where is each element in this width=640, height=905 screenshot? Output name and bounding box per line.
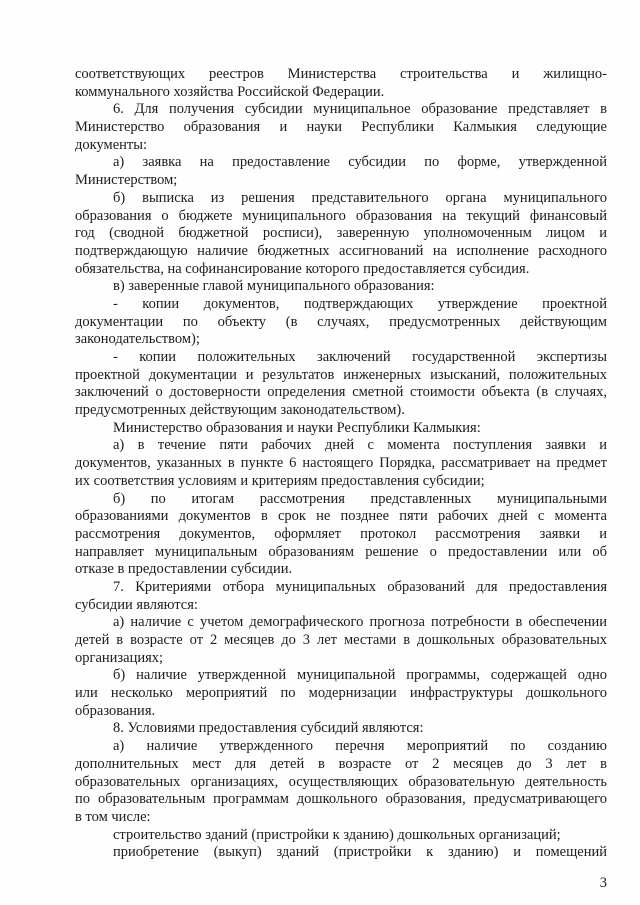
text-line: заключений о достоверности определения сметной стоимости объекта (в случаях, [75, 384, 607, 401]
text-line: образовательных организациях, осуществляющих образовательную деятельность [75, 773, 607, 790]
text-line: б) наличие утвержденной муниципальной программы, содержащей одно [113, 667, 607, 684]
clause-8-item-a [75, 738, 607, 826]
text-line: детей в возрасте от 2 месяцев до 3 лет местами в дошкольных образовательных [75, 632, 607, 648]
text-line: а) в течение пяти рабочих дней с момента поступления заявки и [113, 437, 607, 454]
text-line: б) по итогам рассмотрения представленных муниципальными [113, 490, 607, 507]
text-line: по образовательным программам дошкольного образования, предусматривающего [75, 791, 607, 808]
clause-8-item-a-sub-2 [75, 844, 607, 862]
document-body [75, 66, 607, 862]
text-line: документации по объекту (в случаях, предусмотренных действующим [75, 313, 607, 330]
text-line: а) заявка на предоставление субсидии по форме, утвержденной [113, 154, 607, 171]
text-line: образования. [75, 702, 156, 719]
text-line: коммунального хозяйства Российской Федерации. [75, 83, 385, 100]
text-line: в том числе: [75, 808, 151, 825]
text-line: образования о бюджете муниципального образования на текущий финансовый [75, 207, 607, 224]
clause-7-item-b [75, 667, 607, 720]
text-line: субсидии являются: [75, 596, 198, 613]
text-line: строительство зданий (пристройки к зданию) дошкольных организаций; [113, 826, 561, 843]
text-line: дополнительных мест для детей в возрасте от 2 месяцев до 3 лет в [75, 755, 607, 772]
text-line: предусмотренных действующим законодательством). [75, 402, 405, 419]
text-line: 8. Условиями предоставления субсидий являются: [113, 720, 424, 737]
text-line: в) заверенные главой муниципального образования: [113, 278, 435, 295]
clause-6 [75, 101, 607, 154]
text-line: а) наличие с учетом демографического прогноза потребности в обеспечении [113, 614, 607, 631]
text-line: - копии документов, подтверждающих утверждение проектной [113, 295, 607, 312]
clause-7-item-a [75, 614, 607, 667]
clause-6-item-v-dash-1 [75, 296, 607, 349]
text-line: документы: [75, 136, 148, 153]
text-line: отказе в предоставлении субсидии. [75, 561, 293, 578]
ministry-actions [75, 420, 607, 438]
text-line: год (сводной бюджетной росписи), заверенную уполномоченным лицом и [75, 225, 607, 242]
ministry-action-a [75, 437, 607, 490]
text-line: Министерством; [75, 172, 178, 189]
ministry-action-b [75, 491, 607, 579]
text-line: их соответствия условиям и критериям предоставления субсидии; [75, 472, 485, 489]
text-line: приобретение (выкуп) зданий (пристройки к зданию) и помещений [113, 844, 607, 861]
clause-8 [75, 720, 607, 738]
text-line: рассмотрения документов, оформляет протокол рассмотрения заявки и [75, 525, 607, 542]
clause-6-item-v [75, 278, 607, 296]
page-number: 3 [599, 875, 607, 891]
clause-8-item-a-sub-1 [75, 827, 607, 845]
text-line: подтверждающую наличие бюджетных ассигнований на исполнение расходного [75, 242, 607, 259]
text-line: соответствующих реестров Министерства строительства и жилищно- [75, 66, 607, 82]
text-line: - копии положительных заключений государственной экспертизы [113, 349, 607, 365]
text-line: организациях; [75, 649, 164, 666]
text-line: 7. Критериями отбора муниципальных образований для предоставления [113, 578, 607, 595]
text-line: образованиями документов в срок не позднее пяти рабочих дней с момента [75, 508, 607, 525]
text-line: законодательством); [75, 331, 200, 348]
text-line: или несколько мероприятий по модернизации инфраструктуры дошкольного [75, 685, 607, 702]
text-line: документов, указанных в пункте 6 настоящего Порядка, рассматривает на предмет [75, 455, 607, 472]
paragraph-continuation [75, 66, 607, 101]
text-line: 6. Для получения субсидии муниципальное образование представляет в [113, 101, 607, 118]
text-line: обязательства, на софинансирование которого предоставляется субсидия. [75, 260, 530, 277]
clause-7 [75, 579, 607, 614]
text-line: б) выписка из решения представительного органа муниципального [113, 189, 607, 206]
text-line: Министерство образования и науки Республики Калмыкия следующие [75, 119, 607, 136]
clause-6-item-b [75, 190, 607, 278]
text-line: направляет муниципальным образованиям решение о предоставлении или об [75, 543, 607, 560]
clause-6-item-a [75, 154, 607, 189]
text-line: Министерство образования и науки Республики Калмыкия: [113, 419, 481, 436]
text-line: проектной документации и результатов инженерных изысканий, положительных [75, 366, 607, 383]
clause-6-item-v-dash-2 [75, 349, 607, 420]
text-line: а) наличие утвержденного перечня мероприятий по созданию [113, 738, 607, 755]
